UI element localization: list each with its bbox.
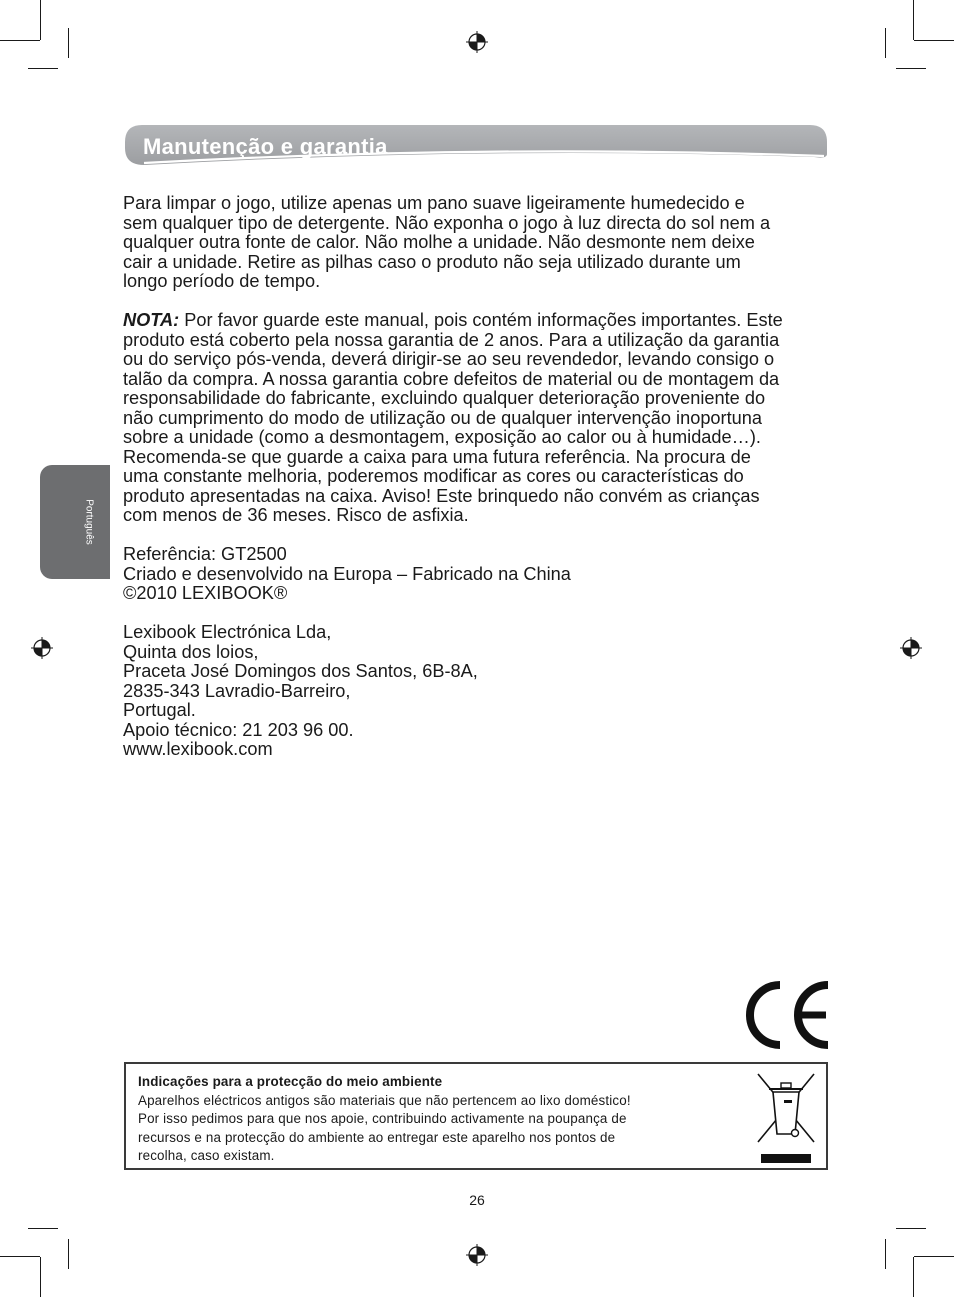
- ce-mark-icon: [736, 981, 831, 1049]
- environment-line: Por isso pedimos para que nos apoie, contribuindo activamente na poupança de: [138, 1111, 627, 1127]
- registration-mark-icon: [466, 1244, 488, 1266]
- reference-line: ©2010 LEXIBOOK®: [123, 583, 288, 603]
- address-block: [123, 623, 833, 760]
- main-content: [123, 194, 833, 760]
- environment-line: recolha, caso existam.: [138, 1148, 275, 1164]
- reference-line: Referência: GT2500: [123, 544, 287, 564]
- text-line: responsabilidade do fabricante, excluindo qualquer deterioração proveniente do: [123, 388, 766, 408]
- text-line: ou do serviço pós-venda, deverá dirigir-se ao seu revendedor, levando consigo o: [123, 349, 775, 369]
- language-tab: [40, 465, 110, 579]
- address-line: Lexibook Electrónica Lda,: [123, 622, 332, 642]
- address-line: Portugal.: [123, 700, 196, 720]
- note-label: NOTA:: [123, 310, 180, 330]
- environment-line: recursos e na protecção do ambiente ao entregar este aparelho nos pontos de: [138, 1129, 616, 1145]
- address-line: Apoio técnico: 21 203 96 00.: [123, 719, 354, 740]
- text-line: produto está coberto pela nossa garantia de 2 anos. Para a utilização da garantia: [123, 329, 780, 350]
- text-line: talão da compra. A nossa garantia cobre defeitos de material ou de montagem da: [123, 368, 780, 389]
- language-tab-label: Português: [83, 499, 95, 545]
- page-title: Manutenção e garantia: [143, 134, 388, 159]
- environment-line: Aparelhos eléctricos antigos são materiais que não pertencem ao lixo doméstico!: [138, 1092, 631, 1108]
- reference-block: [123, 545, 833, 604]
- text-line: cair a unidade. Retire as pilhas caso o produto não seja utilizado durante um: [123, 251, 741, 272]
- text-line: uma constante melhoria, poderemos modificar as cores ou características do: [123, 466, 744, 486]
- registration-mark-icon: [900, 637, 922, 659]
- care-paragraph: [123, 194, 833, 292]
- note-first-line: Por favor guarde este manual, pois contém informações importantes. Este: [179, 310, 783, 330]
- text-line: [123, 311, 833, 331]
- text-line: sobre a unidade (como a desmontagem, exposição ao calor ou à humidade…).: [123, 427, 761, 447]
- environment-text: [138, 1073, 738, 1166]
- text-line: Recomenda-se que guarde a caixa para uma futura referência. Na procura de: [123, 446, 751, 467]
- text-line: produto apresentadas na caixa. Aviso! Este brinquedo não convém as crianças: [123, 485, 760, 506]
- text-line: Para limpar o jogo, utilize apenas um pano suave ligeiramente humedecido e: [123, 193, 745, 213]
- text-line: não cumprimento do modo de utilização ou de qualquer intervenção inoportuna: [123, 407, 763, 428]
- text-line: sem qualquer tipo de detergente. Não exponha o jogo à luz directa do sol nem a: [123, 212, 771, 233]
- address-line: 2835-343 Lavradio-Barreiro,: [123, 680, 351, 701]
- website-link[interactable]: www.lexibook.com: [123, 739, 273, 759]
- registration-mark-icon: [31, 637, 53, 659]
- registration-mark-icon: [466, 31, 488, 53]
- environment-notice: [124, 1062, 828, 1170]
- reference-line: Criado e desenvolvido na Europa – Fabricado na China: [123, 563, 571, 584]
- text-line: com menos de 36 meses. Risco de asfixia.: [123, 505, 469, 525]
- environment-title: Indicações para a protecção do meio ambiente: [138, 1074, 443, 1089]
- address-line: Praceta José Domingos dos Santos, 6B-8A,: [123, 661, 478, 681]
- warranty-note-paragraph: [123, 311, 833, 526]
- page-number: 26: [469, 1192, 485, 1208]
- address-line: Quinta dos loios,: [123, 641, 259, 662]
- text-line: qualquer outra fonte de calor. Não molhe a unidade. Não desmonte nem deixe: [123, 232, 755, 252]
- weee-crossed-bin-icon: [756, 1070, 816, 1164]
- text-line: longo período de tempo.: [123, 271, 321, 291]
